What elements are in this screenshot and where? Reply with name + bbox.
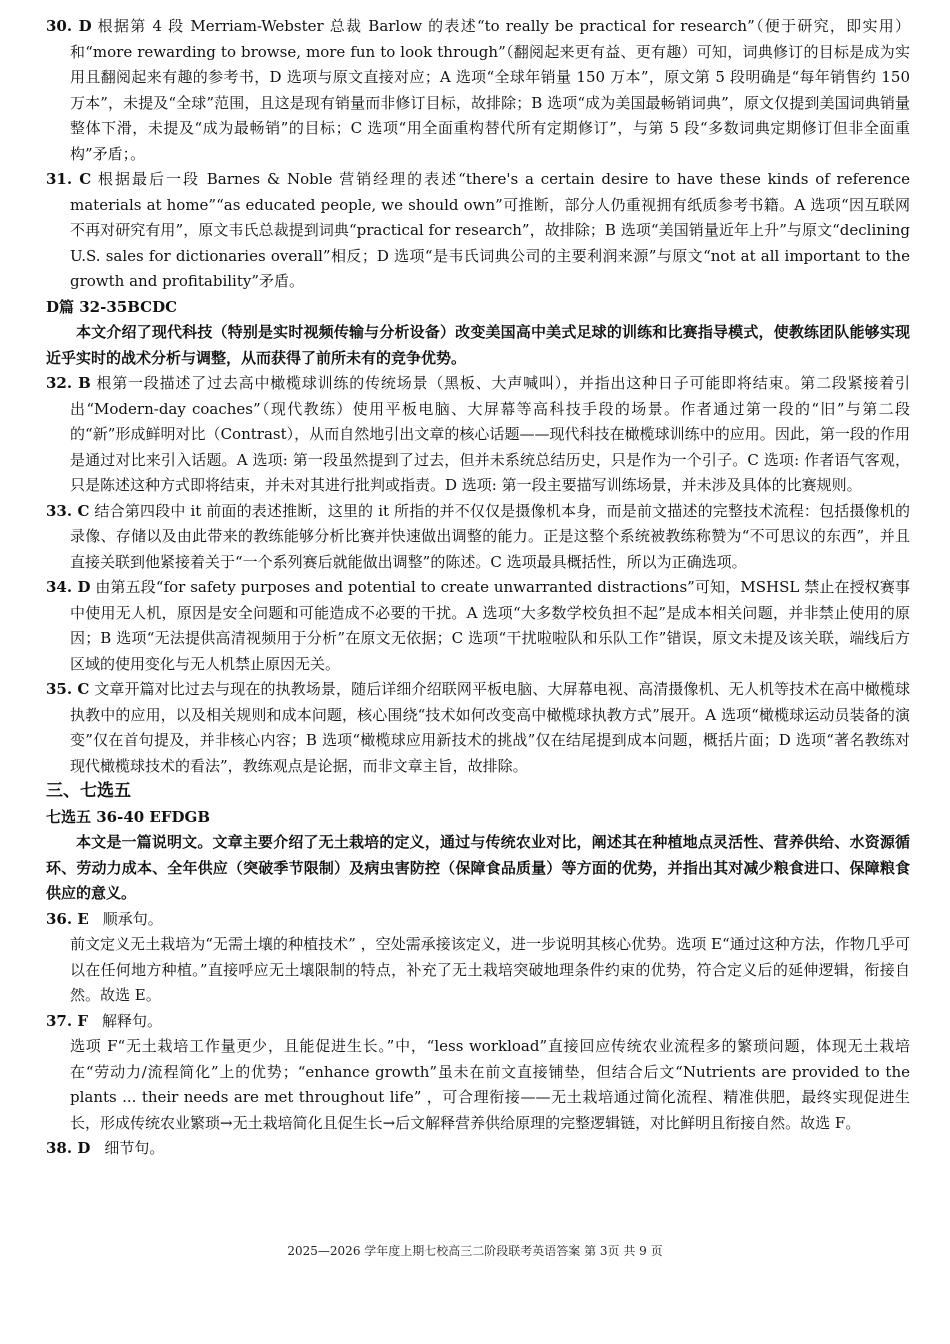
answer-item-34	[46, 575, 910, 677]
sentence-type: 解释句。	[101, 1011, 162, 1030]
answer-number: 30. D	[46, 17, 92, 35]
answer-number: 35. C	[46, 680, 90, 698]
answer-explanation: 根第一段描述了过去高中橄榄球训练的传统场景（黑板、大声喊叫），并指出这种日子可能即将结束。第二段紧接着引出“Modern-day coaches”（现代教练）使用平板电脑、大屏幕等高科技手段的场景。作者通过第一段的“旧”与第二段的“新”形成鲜明对比（Contrast），从而自然地引出文章的核心话题——现代科技在橄榄球训练中的应用。因此，第一段的作用是通过对比来引入话题。A 选项: 第一段虽然提到了过去，但并未系统总结历史，只是作为一个引子。C 选项: 作者语气客观，只是陈述这种方式即将结束，并未对其进行批判或指责。D 选项: 第一段主要描写训练场景，并未涉及具体的比赛规则。	[70, 374, 910, 494]
part-three-summary: 本文是一篇说明文。文章主要介绍了无土栽培的定义，通过与传统农业对比，阐述其在种植地点灵活性、营养供给、水资源循环、劳动力成本、全年供应（突破季节限制）及病虫害防控（保障食品质量）等方面的优势，并指出其对减少粮食进口、保障粮食供应的意义。	[46, 833, 910, 902]
answer-explanation: 根据第 4 段 Merriam-Webster 总裁 Barlow 的表述“to really be practical for research”（便于研究，即实用）和“more rewarding to browse, more fun to look through”（翻阅起来更有益、更有趣）可知，词典修订的目标是成为实用且翻阅起来有趣的参考书，D 选项与原文直接对应；A 选项“全球年销量 150 万本”，原文第 5 段明确是“每年销售约 150 万本”，未提及“全球”范围，且这是现有销量而非修订目标，故排除；B 选项“成为美国最畅销词典”，原文仅提到美国词典销量整体下滑，未提及“成为最畅销”的目标；C 选项“用全面重构替代所有定期修订”，与第 5 段“多数词典定期修订但非全面重构”矛盾；。	[70, 17, 910, 163]
answer-explanation: 文章开篇对比过去与现在的执教场景，随后详细介绍联网平板电脑、大屏幕电视、高清摄像机、无人机等技术在高中橄榄球执教中的应用，以及相关规则和成本问题，核心围绕“技术如何改变高中橄榄球执教方式”展开。A 选项“橄榄球运动员装备的演变”仅在首句提及，并非核心内容；B 选项“橄榄球应用新技术的挑战”仅在结尾提到成本问题，概括片面；D 选项“著名教练对现代橄榄球技术的看法”，教练观点是论据，而非文章主旨，故排除。	[70, 680, 910, 775]
page-content	[46, 14, 910, 1162]
answer-item-37-head	[46, 1009, 910, 1035]
answer-number: 38. D	[46, 1139, 91, 1157]
answer-item-36-body: 前文定义无土栽培为“无需土壤的种植技术” ，空处需承接该定义，进一步说明其核心优势。选项 E“通过这种方法，作物几乎可以在任何地方种植。”直接呼应无土壤限制的特点，补充了无土栽培突破地理条件约束的优势，符合定义后的延伸逻辑，衔接自然。故选 E。	[70, 935, 910, 1004]
answer-item-33	[46, 499, 910, 576]
answer-number: 36. E	[46, 909, 89, 928]
answer-item-38-head	[46, 1136, 910, 1162]
answer-number: 32. B	[46, 374, 91, 392]
answer-number: 37. F	[46, 1011, 88, 1030]
answer-item-35	[46, 677, 910, 779]
answer-item-31	[46, 167, 910, 295]
section-d-summary: 本文介绍了现代科技（特别是实时视频传输与分析设备）改变美国高中美式足球的训练和比赛指导模式，使教练团队能够实现近乎实时的战术分析与调整，从而获得了前所未有的竞争优势。	[46, 323, 910, 367]
answer-item-37-body: 选项 F“无土栽培工作量更少，且能促进生长。”中，“less workload”直接回应传统农业流程多的繁琐问题，体现无土栽培在“劳动力/流程简化”上的优势；“enhance growth”虽未在前文直接铺垫，但结合后文“Nutrients are provided to the plants ... their needs are met throughout life” ，可合理衔接——无土栽培通过简化流程、精准供肥，最终实现促进生长，形成传统农业繁琐→无土栽培简化且促生长→后文解释营养供给原理的完整逻辑链，对比鲜明且衔接自然。故选 F。	[70, 1037, 910, 1132]
seven-choose-five-title: 七选五 36-40 EFDGB	[46, 807, 210, 826]
answer-item-30	[46, 14, 910, 167]
page-footer: 2025—2026 学年度上期七校高三二阶段联考英语答案 第 3页 共 9 页	[287, 1244, 663, 1258]
answer-number: 31. C	[46, 170, 92, 188]
answer-item-32	[46, 371, 910, 499]
answer-explanation: 结合第四段中 it 前面的表述推断，这里的 it 所指的并不仅仅是摄像机本身，而是前文描述的完整技术流程：包括摄像机的录像、存储以及由此带来的教练能够分析比赛并快速做出调整的能力。正是这整个系统被教练称赞为“不可思议的东西”，并且直接关联到他紧接着关于“一个系列赛后就能做出调整”的陈述。C 选项最具概括性，所以为正确选项。	[70, 501, 911, 571]
answer-explanation: 根据最后一段 Barnes & Noble 营销经理的表述“there's a certain desire to have these kinds of reference materials at home”“as educated people, we should own”可推断，部分人仍重视拥有纸质参考书籍。A 选项“因互联网不再对研究有用”，原文韦氏总裁提到词典“practical for research”，故排除；B 选项“美国销量近年上升”与原文“declining U.S. sales for dictionaries overall”相反；D 选项“是韦氏词典公司的主要利润来源”与原文“not at all important to the growth and profitability”矛盾。	[70, 170, 910, 290]
part-three-title: 三、七选五	[46, 781, 131, 801]
answer-item-36-head	[46, 907, 910, 933]
sentence-type: 顺承句。	[102, 909, 163, 928]
answer-number: 34. D	[46, 578, 91, 596]
answer-number: 33. C	[46, 501, 90, 520]
sentence-type: 细节句。	[104, 1139, 165, 1157]
answer-explanation: 由第五段“for safety purposes and potential to create unwarranted distractions”可知，MSHSL 禁止在授权赛事中使用无人机，原因是安全问题和可能造成不必要的干扰。A 选项“大多数学校负担不起”是成本相关问题，并非禁止使用的原因；B 选项“无法提供高清视频用于分析”在原文无依据；C 选项“干扰啦啦队和乐队工作”错误，原文未提及该关联，端线后方区域的使用变化与无人机禁止原因无关。	[70, 578, 911, 673]
section-d-title: D篇 32-35BCDC	[46, 297, 178, 316]
